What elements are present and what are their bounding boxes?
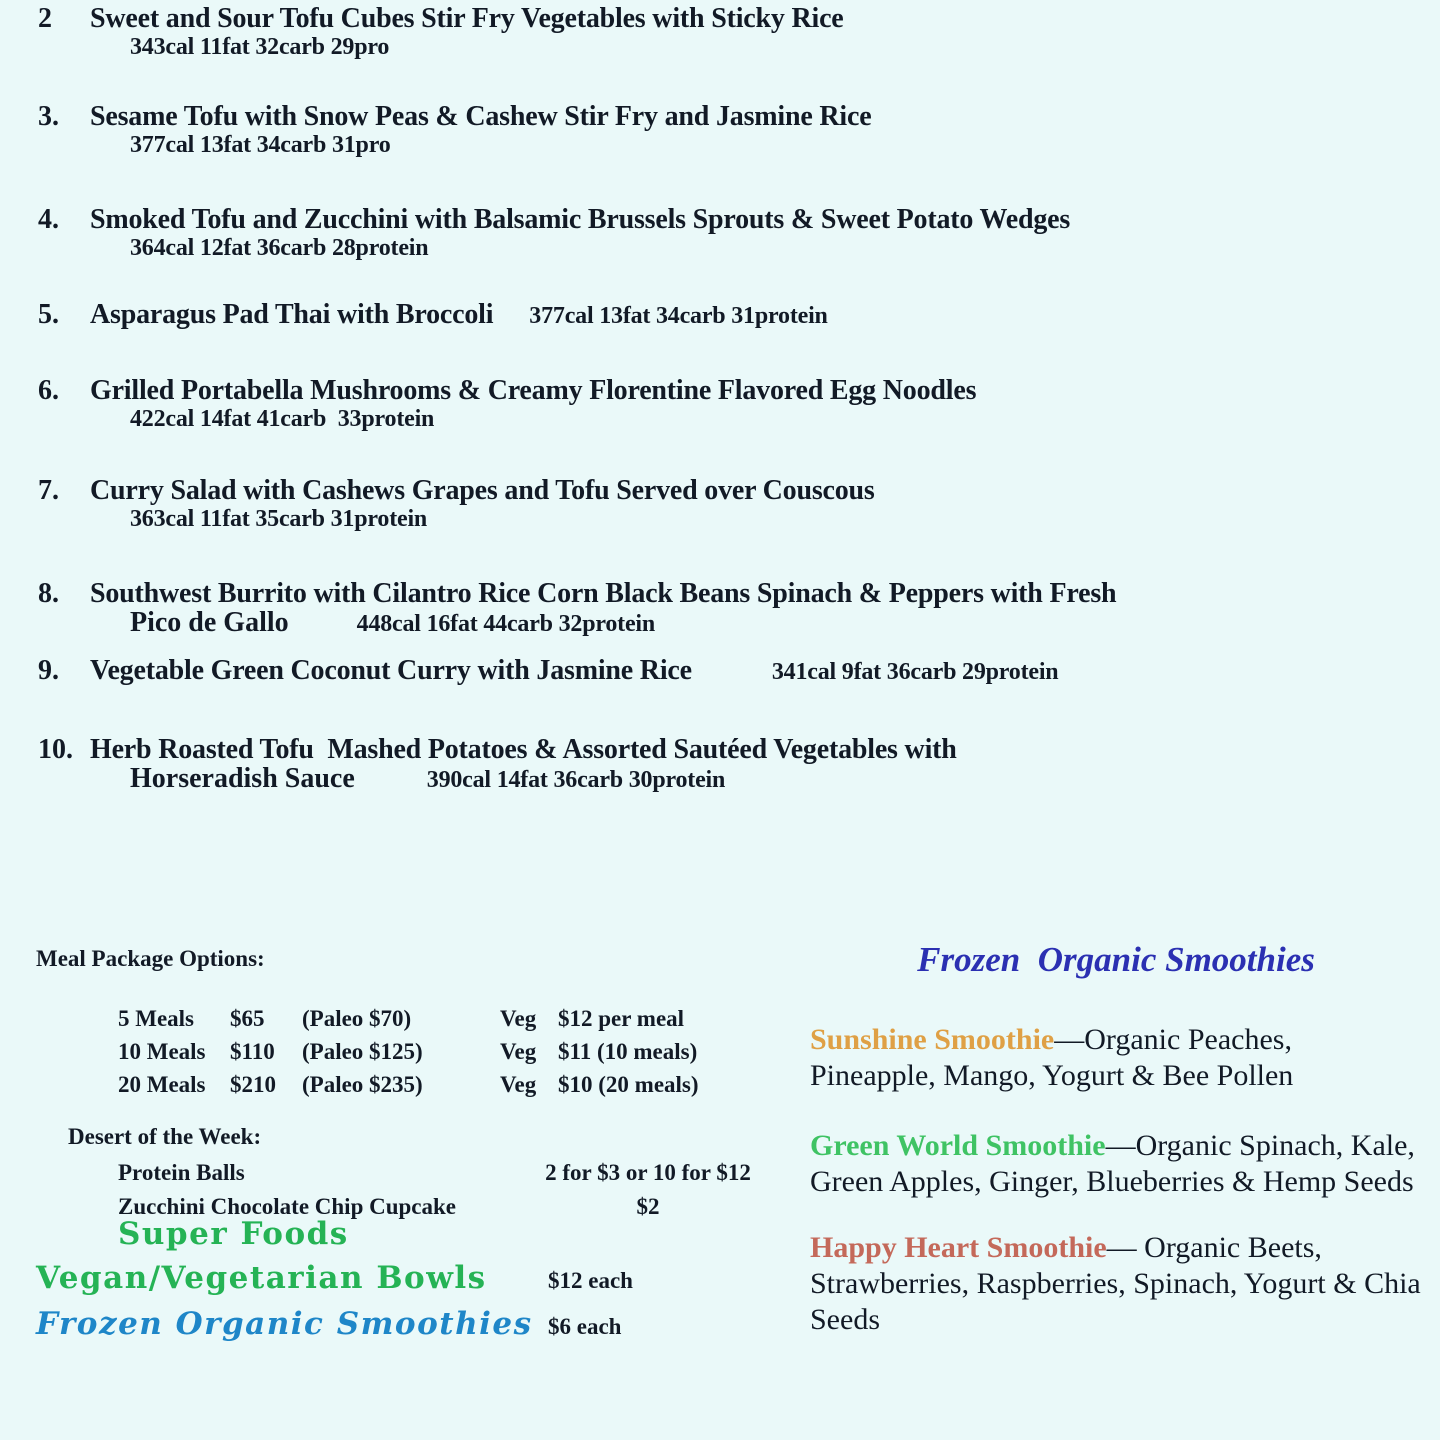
item-number: 10. bbox=[38, 734, 73, 765]
item-title-continued: Pico de Gallo bbox=[130, 607, 289, 638]
desert-item-price: $2 bbox=[636, 1194, 660, 1219]
smoothies-section bbox=[810, 938, 1422, 1338]
package-qty: 10 Meals bbox=[118, 1039, 206, 1064]
smoothie-description: —Organic Spinach, Kale, Green Apples, Ginger, Blueberries & Hemp Seeds bbox=[810, 1129, 1415, 1198]
menu-item-3 bbox=[38, 102, 1400, 158]
category-price: $12 each bbox=[548, 1268, 633, 1293]
item-title: Curry Salad with Cashews Grapes and Tofu Served over Couscous bbox=[90, 475, 875, 506]
meal-package-rows bbox=[118, 1002, 699, 1101]
item-nutrition: 363cal 11fat 35carb 31protein bbox=[130, 506, 428, 532]
package-veg-price: $11 (10 meals) bbox=[558, 1039, 698, 1064]
package-qty: 5 Meals bbox=[118, 1006, 195, 1031]
category-name: Vegan/Vegetarian Bowls bbox=[36, 1260, 487, 1296]
item-title: Southwest Burrito with Cilantro Rice Corn Black Beans Spinach & Peppers with Fresh bbox=[90, 578, 1117, 609]
package-price: $110 bbox=[230, 1039, 275, 1064]
item-title: Asparagus Pad Thai with Broccoli bbox=[90, 299, 494, 330]
package-paleo-price: (Paleo $235) bbox=[302, 1072, 423, 1097]
package-veg-label: Veg bbox=[500, 1072, 537, 1097]
smoothie-name: Happy Heart Smoothie bbox=[810, 1231, 1107, 1264]
desert-of-week-header: Desert of the Week: bbox=[68, 1124, 262, 1149]
item-nutrition: 364cal 12fat 36carb 28protein bbox=[130, 235, 429, 261]
menu-item-2 bbox=[38, 4, 1400, 60]
package-veg-price: $12 per meal bbox=[558, 1006, 685, 1031]
item-nutrition: 377cal 13fat 34carb 31pro bbox=[130, 132, 391, 158]
item-number: 6. bbox=[38, 375, 59, 406]
item-title-continued: Horseradish Sauce bbox=[130, 763, 355, 794]
item-number: 9. bbox=[38, 655, 59, 686]
package-price: $210 bbox=[230, 1072, 276, 1097]
item-title: Sesame Tofu with Snow Peas & Cashew Stir Fry and Jasmine Rice bbox=[90, 101, 872, 132]
smoothie-happy-heart bbox=[810, 1230, 1422, 1338]
smoothie-green-world bbox=[810, 1128, 1422, 1200]
package-veg-label: Veg bbox=[500, 1006, 537, 1031]
frozen-organic-smoothies-line bbox=[36, 1306, 621, 1342]
item-nutrition: 341cal 9fat 36carb 29protein bbox=[771, 659, 1059, 685]
package-price: $65 bbox=[230, 1006, 265, 1031]
menu-item-9 bbox=[38, 656, 1400, 687]
desert-item-price: 2 for $3 or 10 for $12 bbox=[545, 1160, 751, 1185]
package-veg-price: $10 (20 meals) bbox=[558, 1072, 699, 1097]
item-nutrition: 390cal 14fat 36carb 30protein bbox=[426, 767, 726, 793]
smoothies-heading: Frozen Organic Smoothies bbox=[917, 940, 1315, 979]
menu-item-6 bbox=[38, 376, 1400, 432]
package-row bbox=[118, 1002, 699, 1035]
package-qty: 20 Meals bbox=[118, 1072, 206, 1097]
item-title: Herb Roasted Tofu Mashed Potatoes & Assorted Sautéed Vegetables with bbox=[90, 734, 957, 765]
smoothie-sunshine bbox=[810, 1022, 1422, 1094]
vegan-vegetarian-bowls-line bbox=[36, 1260, 633, 1296]
super-foods-heading: Super Foods bbox=[118, 1216, 349, 1252]
desert-item-name: Protein Balls bbox=[118, 1160, 245, 1185]
item-number: 8. bbox=[38, 578, 59, 609]
item-title: Vegetable Green Coconut Curry with Jasmine Rice bbox=[90, 655, 692, 686]
smoothie-name: Green World Smoothie bbox=[810, 1129, 1106, 1162]
category-name: Frozen Organic Smoothies bbox=[36, 1306, 533, 1342]
package-paleo-price: (Paleo $70) bbox=[302, 1006, 412, 1031]
item-title: Sweet and Sour Tofu Cubes Stir Fry Vegetables with Sticky Rice bbox=[90, 3, 844, 34]
desert-row bbox=[118, 1156, 764, 1190]
item-nutrition: 422cal 14fat 41carb 33protein bbox=[130, 406, 435, 432]
smoothie-description: —Organic Peaches, Pineapple, Mango, Yogurt & Bee Pollen bbox=[810, 1023, 1294, 1092]
smoothie-description: — Organic Beets, Strawberries, Raspberries, Spinach, Yogurt & Chia Seeds bbox=[810, 1231, 1421, 1336]
menu-item-8 bbox=[38, 579, 1400, 638]
item-title: Grilled Portabella Mushrooms & Creamy Florentine Flavored Egg Noodles bbox=[90, 375, 977, 406]
package-veg-label: Veg bbox=[500, 1039, 537, 1064]
desert-item-name: Zucchini Chocolate Chip Cupcake bbox=[118, 1194, 457, 1219]
category-price: $6 each bbox=[548, 1314, 622, 1339]
item-number: 7. bbox=[38, 475, 59, 506]
item-nutrition: 343cal 11fat 32carb 29pro bbox=[130, 34, 390, 60]
smoothie-name: Sunshine Smoothie bbox=[810, 1023, 1055, 1056]
item-number: 2 bbox=[38, 3, 52, 34]
item-nutrition: 448cal 16fat 44carb 32protein bbox=[356, 611, 656, 637]
menu-item-7 bbox=[38, 476, 1400, 532]
package-paleo-price: (Paleo $125) bbox=[302, 1039, 423, 1064]
package-row bbox=[118, 1068, 699, 1101]
item-number: 5. bbox=[38, 299, 59, 330]
package-row bbox=[118, 1035, 699, 1068]
item-number: 3. bbox=[38, 101, 59, 132]
menu-item-4 bbox=[38, 205, 1400, 261]
desert-rows bbox=[118, 1156, 764, 1224]
menu-item-5 bbox=[38, 300, 1400, 331]
menu-item-10 bbox=[38, 735, 1400, 794]
item-nutrition: 377cal 13fat 34carb 31protein bbox=[529, 303, 828, 329]
item-number: 4. bbox=[38, 204, 59, 235]
meal-package-options-header: Meal Package Options: bbox=[36, 946, 265, 971]
item-title: Smoked Tofu and Zucchini with Balsamic Brussels Sprouts & Sweet Potato Wedges bbox=[90, 204, 1071, 235]
